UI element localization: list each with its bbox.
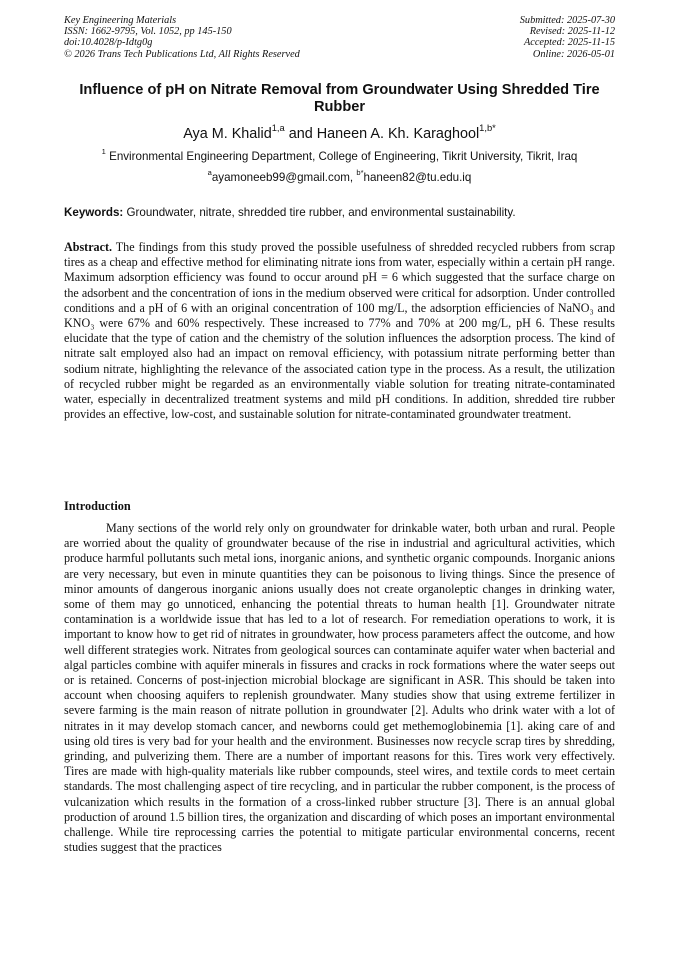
accepted-date: Accepted: 2025-11-15 — [523, 37, 615, 49]
author-1-superscript: 1,a — [271, 123, 285, 134]
email-b: haneen82@tu.edu.iq — [363, 171, 472, 184]
keywords-text: Groundwater, nitrate, shredded tire rubber, and environmental sustainability. — [123, 206, 516, 219]
affiliation-text: Environmental Engineering Department, College of Engineering, Tikrit University, Tikrit, Iraq — [105, 150, 578, 163]
affiliation — [64, 147, 615, 164]
publication-dates — [520, 15, 615, 60]
copyright-line: © 2026 Trans Tech Publications Ltd, All Rights Reserved — [64, 48, 300, 60]
journal-info — [64, 15, 300, 60]
doi-line: doi:10.4028/p-Idtg0g — [64, 37, 153, 49]
introduction-paragraph: Many sections of the world rely only on groundwater for drinkable water, both urban and rural. People are worried about the quality of groundwater because of the rise in industrial and agricultural activities, which produce harmful pollutants such metal ions, inorganic anions, and synthetic organic compounds. Inorganic anions are very necessary, but even in minute quantities they can be poisonous to living things. Since the presence of minor amounts of dangerous inorganic anions usually does not create organoleptic changes in drinking water, some of them may go unnoticed, enhancing the potential threats to human health [1]. Groundwater nitrate contamination is a worldwide issue that has led to a lot of research. For remediation operations to work, it is important to know how to get rid of nitrates in groundwater, how process parameters affect the outcome, and how well different strategies work. Nitrates from geological sources can contaminate aquifer water when bacterial and algal particles combine with aquifer minerals in fissures and cracks in rock formations where the water seeps out or is retained. Concerns of post-injection microbial blockage are significant in ASR. This should be taken into account when choosing aquifers to replenish groundwater. Many studies show that using extreme fertilizer in severe farming is the main reason of nitrate pollution in groundwater [2]. Adults who drink water with a lot of nitrates in it may develop stomach cancer, and newborns could get methemoglobinemia [1]. aking care of and using old tires is very bad for your health and the environment. Businesses now recycle scrap tires by shredding, grinding, and pulverizing them. There are a number of important reasons for this. Tires work very effectively. Tires are made with high-quality materials like rubber compounds, steel wires, and textile cords to meet certain standards. The most challenging aspect of tire recycling, and in particular the rubber component, is the process of vulcanization which results in the formation of a cross-linked rubber structure [3]. There is an annual global production of around 1.5 billion tires, the organization and discarding of which poses an important environmental challenge. While tire reprocessing carries the potential to mitigate particular environmental concerns, recent studies suggest that the practices — [64, 521, 615, 855]
revised-date: Revised: 2025-11-12 — [529, 26, 615, 38]
journal-name: Key Engineering Materials — [64, 15, 177, 26]
email-a: ayamoneeb99@gmail.com, — [211, 171, 357, 184]
paper-title: Influence of pH on Nitrate Removal from Groundwater Using Shredded Tire Rubber — [79, 82, 600, 115]
author-line — [64, 125, 615, 143]
issn-line: ISSN: 1662-9795, Vol. 1052, pp 145-150 — [64, 26, 232, 38]
author-connector: and — [284, 126, 317, 142]
online-date: Online: 2026-05-01 — [532, 48, 615, 60]
email-b-superscript: b* — [356, 168, 364, 178]
submitted-date: Submitted: 2025-07-30 — [519, 15, 615, 26]
keywords — [64, 206, 615, 220]
keywords-label: Keywords: — [64, 206, 124, 219]
author-2-superscript: 1,b* — [479, 123, 496, 134]
author-1-name: Aya M. Khalid — [183, 126, 272, 142]
introduction-heading: Introduction — [64, 499, 131, 513]
abstract — [64, 240, 615, 422]
email-a-superscript: a — [207, 168, 212, 178]
abstract-label: Abstract. — [64, 240, 113, 254]
affiliation-superscript: 1 — [101, 147, 106, 157]
abstract-text: The findings from this study proved the possible usefulness of shredded recycled rubbers from scrap tires as a cheap and effective method for eliminating nitrate ions from water, especially within a certain pH range. Maximum adsorption efficiency was found to occur around pH = 6 which suggested that the surface charge on the adsorbent and the concentration of ions in the medium observed were critical for adsorption. Under controlled conditions and a pH of 6 with an original concentration of 100 mg/L, the adsorption efficiencies of NaNO₃ and KNO₃ were 67% and 60% respectively. These increased to 77% and 70% at 200 mg/L, pH 6. These results elucidate that the type of cation and the chemistry of the solution influences the adsorption process. The kind of nitrate salt employed also had an impact on removal efficiency, with potassium nitrate performing better than sodium nitrate, highlighting the relevance of the associated cation type in the process. As a result, the utilization of recycled rubber might be regarded as an environmentally viable solution for treating nitrate-contaminated water, especially in decentralized treatment systems and mild pH conditions. In addition, shredded tire rubber provides an effective, low-cost, and sustainable solution for nitrate-contaminated groundwater treatment. — [64, 240, 615, 422]
author-2-name: Haneen A. Kh. Karaghool — [316, 126, 480, 142]
author-emails — [64, 168, 615, 185]
